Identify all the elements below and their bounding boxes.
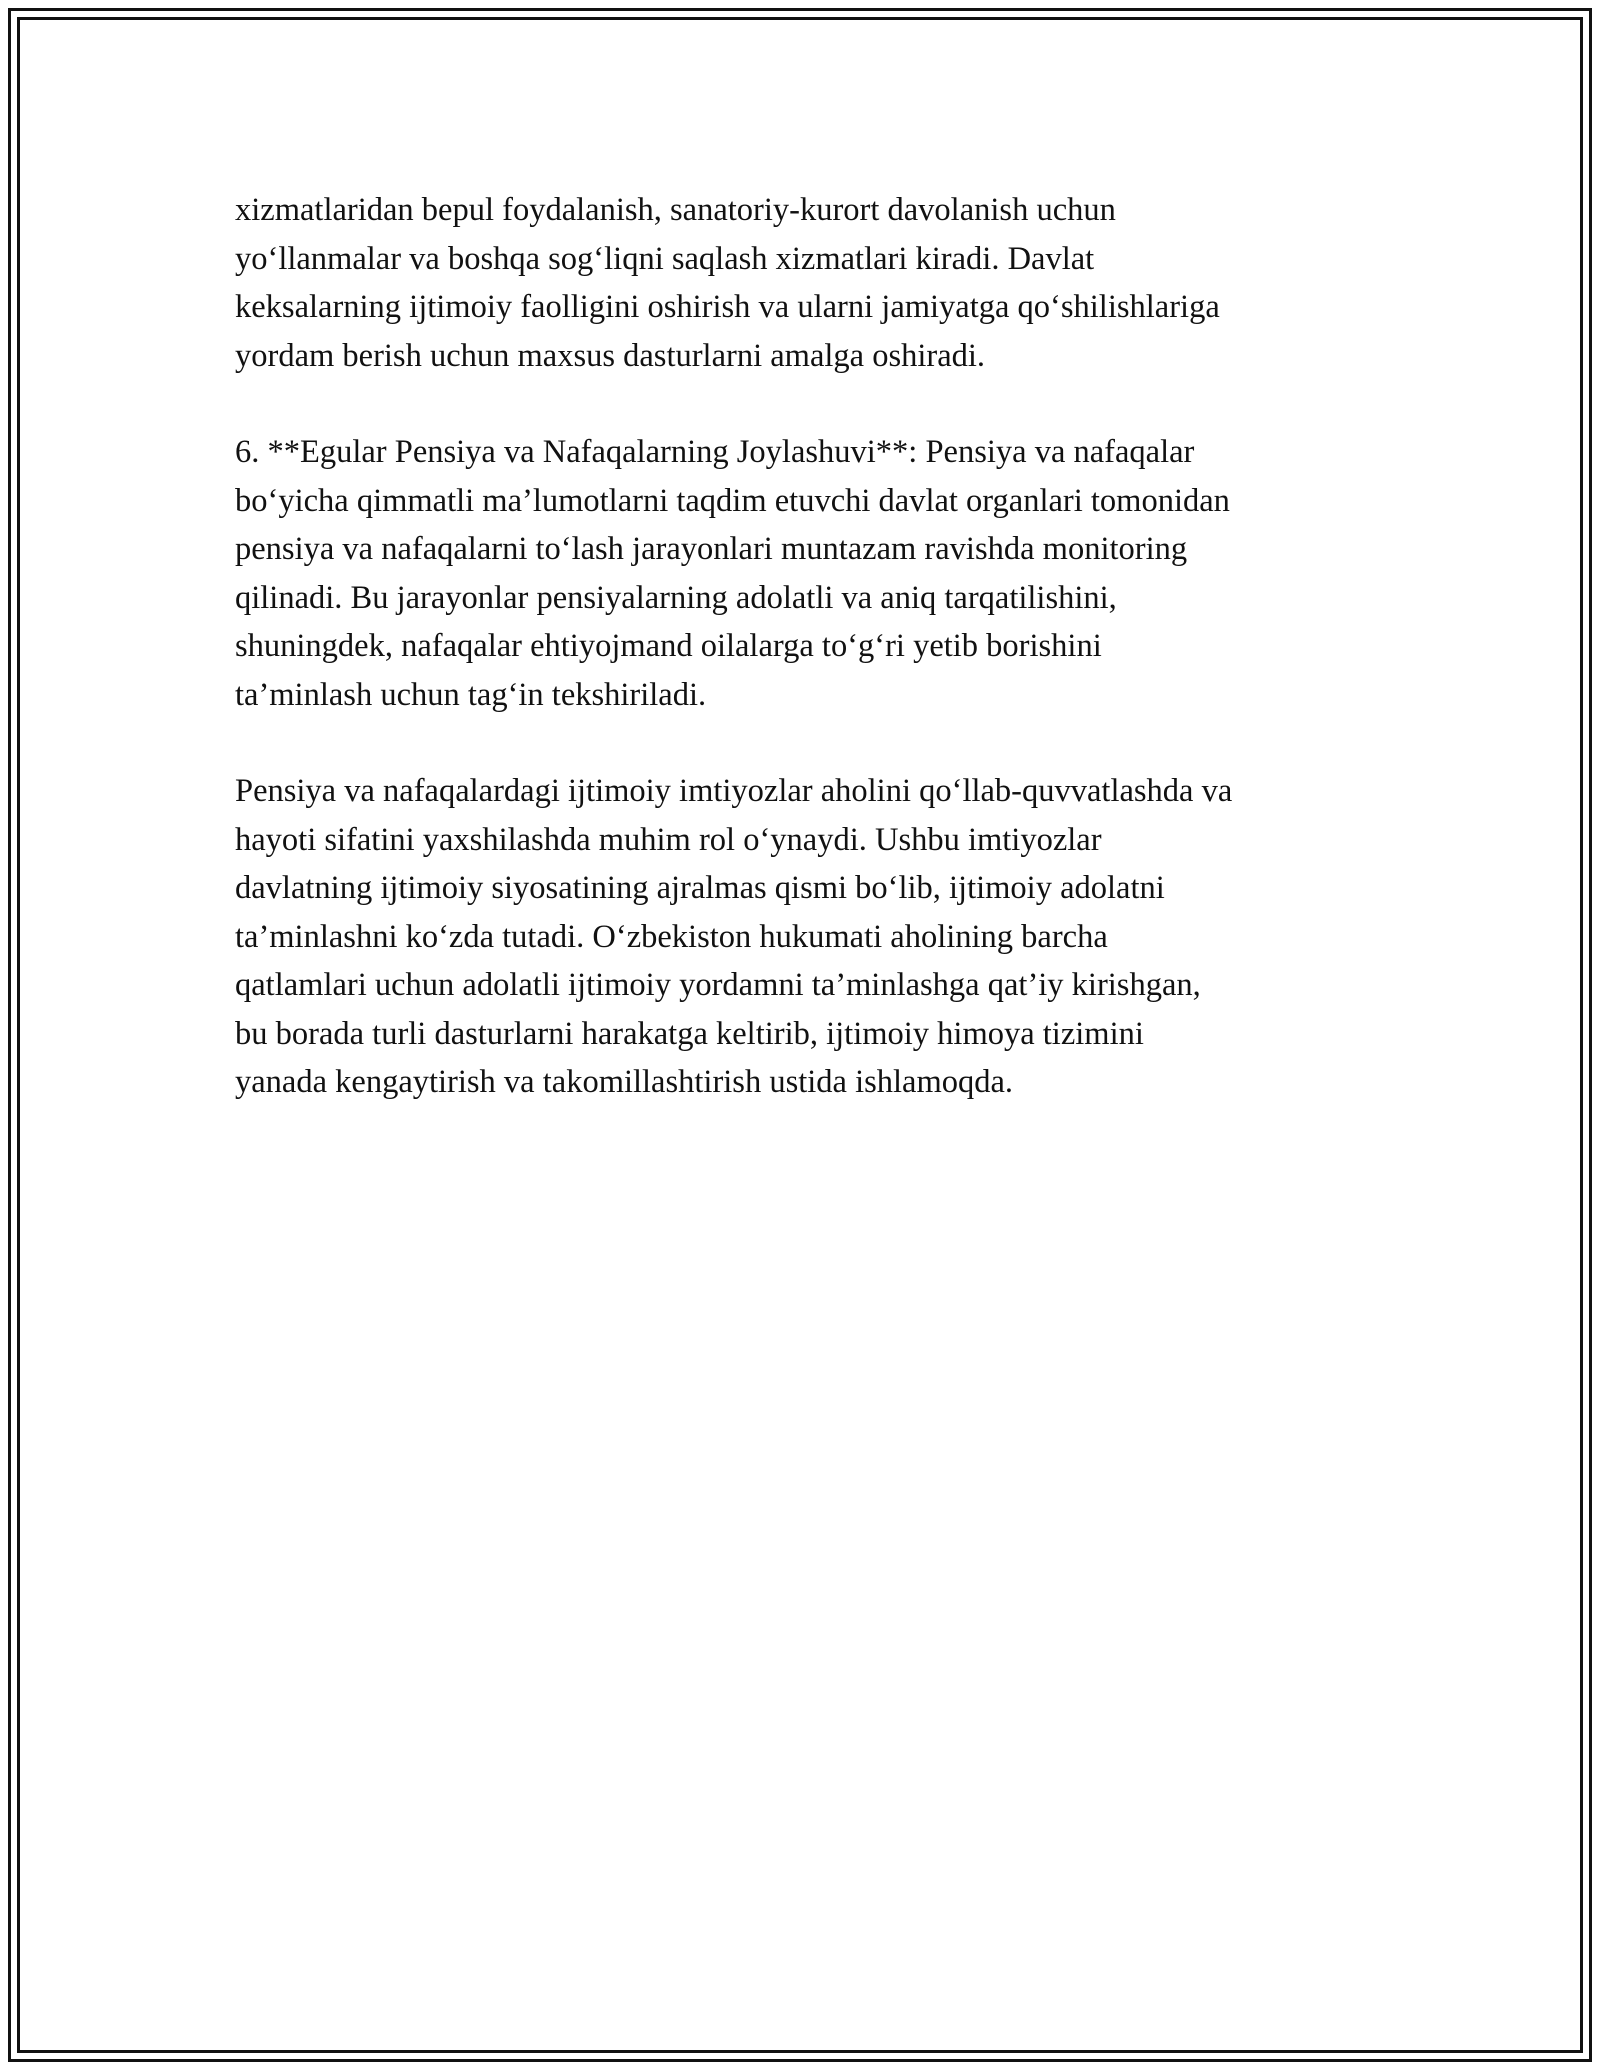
- text-line: pensiya va nafaqalarni to‘lash jarayonlari muntazam ravishda monitoring: [235, 531, 1188, 567]
- text-line: yanada kengaytirish va takomillashtirish ustida ishlamoqda.: [235, 1064, 1014, 1100]
- text-line: bo‘yicha qimmatli ma’lumotlarni taqdim etuvchi davlat organlari tomonidan: [235, 482, 1230, 519]
- text-line: yo‘llanmalar va boshqa sog‘liqni saqlash xizmatlari kiradi. Davlat: [235, 240, 1095, 277]
- text-line: hayoti sifatini yaxshilashda muhim rol o‘ynaydi. Ushbu imtiyozlar: [235, 821, 1102, 858]
- text-line: shuningdek, nafaqalar ehtiyojmand oilalarga to‘g‘ri yetib borishini: [235, 628, 1102, 664]
- text-line: 6. **Egular Pensiya va Nafaqalarning Joylashuvi**: Pensiya va nafaqalar: [235, 434, 1195, 470]
- text-line: xizmatlaridan bepul foydalanish, sanatoriy-kurort davolanish uchun: [235, 192, 1116, 228]
- text-line: Pensiya va nafaqalardagi ijtimoiy imtiyozlar aholini qo‘llab-quvvatlashda va: [235, 773, 1233, 809]
- paragraph-3: [235, 767, 1385, 1107]
- document-body: [235, 186, 1385, 1155]
- text-line: davlatning ijtimoiy siyosatining ajralmas qismi bo‘lib, ijtimoiy adolatni: [235, 870, 1165, 906]
- paragraph-2: [235, 428, 1385, 719]
- text-line: yordam berish uchun maxsus dasturlarni amalga oshiradi.: [235, 337, 986, 374]
- text-line: ta’minlashni ko‘zda tutadi. O‘zbekiston hukumati aholining barcha: [235, 918, 1108, 955]
- text-line: ta’minlash uchun tag‘in tekshiriladi.: [235, 676, 707, 713]
- text-line: qilinadi. Bu jarayonlar pensiyalarning adolatli va aniq tarqatilishini,: [235, 579, 1117, 616]
- text-line: bu borada turli dasturlarni harakatga keltirib, ijtimoiy himoya tizimini: [235, 1015, 1144, 1052]
- paragraph-1: [235, 186, 1385, 380]
- text-line: keksalarning ijtimoiy faolligini oshirish va ularni jamiyatga qo‘shilishlariga: [235, 289, 1220, 325]
- text-line: qatlamlari uchun adolatli ijtimoiy yordamni ta’minlashga qat’iy kirishgan,: [235, 967, 1201, 1003]
